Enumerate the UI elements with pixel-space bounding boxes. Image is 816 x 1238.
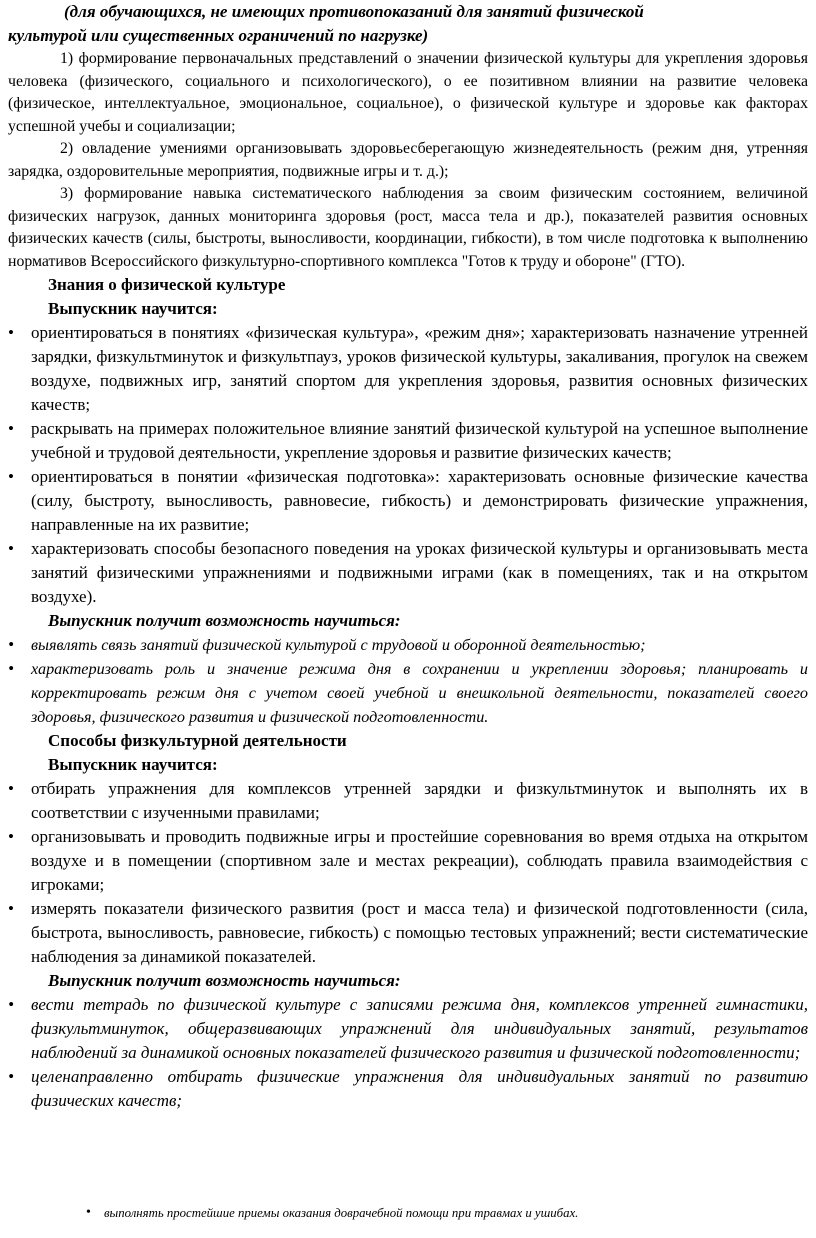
list-item: • выявлять связь занятий физической культурой с трудовой и оборонной деятельностью;	[8, 633, 808, 657]
section-title-knowledge: Знания о физической культуре	[48, 275, 286, 294]
section-title-methods: Способы физкультурной деятельности	[48, 731, 347, 750]
learn-heading-methods: Выпускник научится:	[48, 755, 218, 774]
list-item: • организовывать и проводить подвижные игры и простейшие соревнования во время отдыха на открытом воздухе и в помещении (спортивном зале и местах рекреации), соблюдать правила взаимодействия с игроками;	[8, 825, 808, 897]
list-item: • характеризовать способы безопасного поведения на уроках физической культуры и организовывать места занятий физическими упражнениями и подвижными играми (как в помещениях, так и на открытом воздухе).	[8, 537, 808, 609]
intro-note-line2: культурой или существенных ограничений по нагрузке)	[8, 26, 429, 45]
list-item: • характеризовать роль и значение режима дня в сохранении и укреплении здоровья; планировать и корректировать режим дня с учетом своей учебной и внешкольной деятельности, показателей своего здоровья, физического развития и физической подготовленности.	[8, 657, 808, 729]
learn-list-methods	[8, 777, 808, 969]
intro-item-3: 3) формирование навыка систематического наблюдения за своим физическим состоянием, величиной физических нагрузок, данных мониторинга здоровья (рост, масса тела и др.), показателей развития основных физических качеств (силы, быстроты, выносливости, координации, гибкости), в том числе подготовка к выполнению нормативов Всероссийского физкультурно-спортивного комплекса "Готов к труду и обороне" (ГТО).	[8, 185, 808, 270]
opportunity-list-methods	[8, 993, 808, 1113]
list-item: • вести тетрадь по физической культуре с записями режима дня, комплексов утренней гимнастики, физкультминуток, общеразвивающих упражнений для индивидуальных занятий, результатов наблюдений за динамикой основных показателей физического развития и физической подготовленности;	[8, 993, 808, 1065]
intro-note	[8, 0, 808, 48]
learn-list-knowledge	[8, 321, 808, 609]
list-item: • ориентироваться в понятиях «физическая культура», «режим дня»; характеризовать назначение утренней зарядки, физкультминуток и физкультпауз, уроков физической культуры, закаливания, прогулок на свежем воздухе, подвижных игр, занятий спортом для укрепления здоровья, развития основных физических качеств;	[8, 321, 808, 417]
opportunity-heading-knowledge: Выпускник получит возможность научиться:	[48, 611, 401, 630]
opportunity-heading-methods: Выпускник получит возможность научиться:	[48, 971, 401, 990]
footer-list-item: • выполнять простейшие приемы оказания доврачебной помощи при травмах и ушибах.	[104, 1204, 578, 1222]
list-item: • ориентироваться в понятии «физическая подготовка»: характеризовать основные физические качества (силу, быстроту, выносливость, равновесие, гибкость) и демонстрировать физические упражнения, направленные на их развитие;	[8, 465, 808, 537]
list-item: • отбирать упражнения для комплексов утренней зарядки и физкультминуток и выполнять их в соответствии с изученными правилами;	[8, 777, 808, 825]
list-item: • раскрывать на примерах положительное влияние занятий физической культурой на успешное выполнение учебной и трудовой деятельности, укрепление здоровья и развитие физических качеств;	[8, 417, 808, 465]
intro-note-line1: (для обучающихся, не имеющих противопоказаний для занятий физической	[64, 2, 644, 21]
list-item: • целенаправленно отбирать физические упражнения для индивидуальных занятий по развитию физических качеств;	[8, 1065, 808, 1113]
list-item: • измерять показатели физического развития (рост и масса тела) и физической подготовленности (сила, быстрота, выносливость, равновесие, гибкость) с помощью тестовых упражнений; вести систематические наблюдения за динамикой показателей.	[8, 897, 808, 969]
learn-heading-knowledge: Выпускник научится:	[48, 299, 218, 318]
opportunity-list-knowledge	[8, 633, 808, 729]
intro-item-2: 2) овладение умениями организовывать здоровьесберегающую жизнедеятельность (режим дня, утренняя зарядка, оздоровительные мероприятия, подвижные игры и т. д.);	[8, 140, 808, 180]
intro-item-1: 1) формирование первоначальных представлений о значении физической культуры для укрепления здоровья человека (физического, социального и психологического), о ее позитивном влиянии на развитие человека (физическое, интеллектуальное, эмоциональное, социальное), о физической культуре и здоровье как факторах успешной учебы и социализации;	[8, 50, 808, 135]
